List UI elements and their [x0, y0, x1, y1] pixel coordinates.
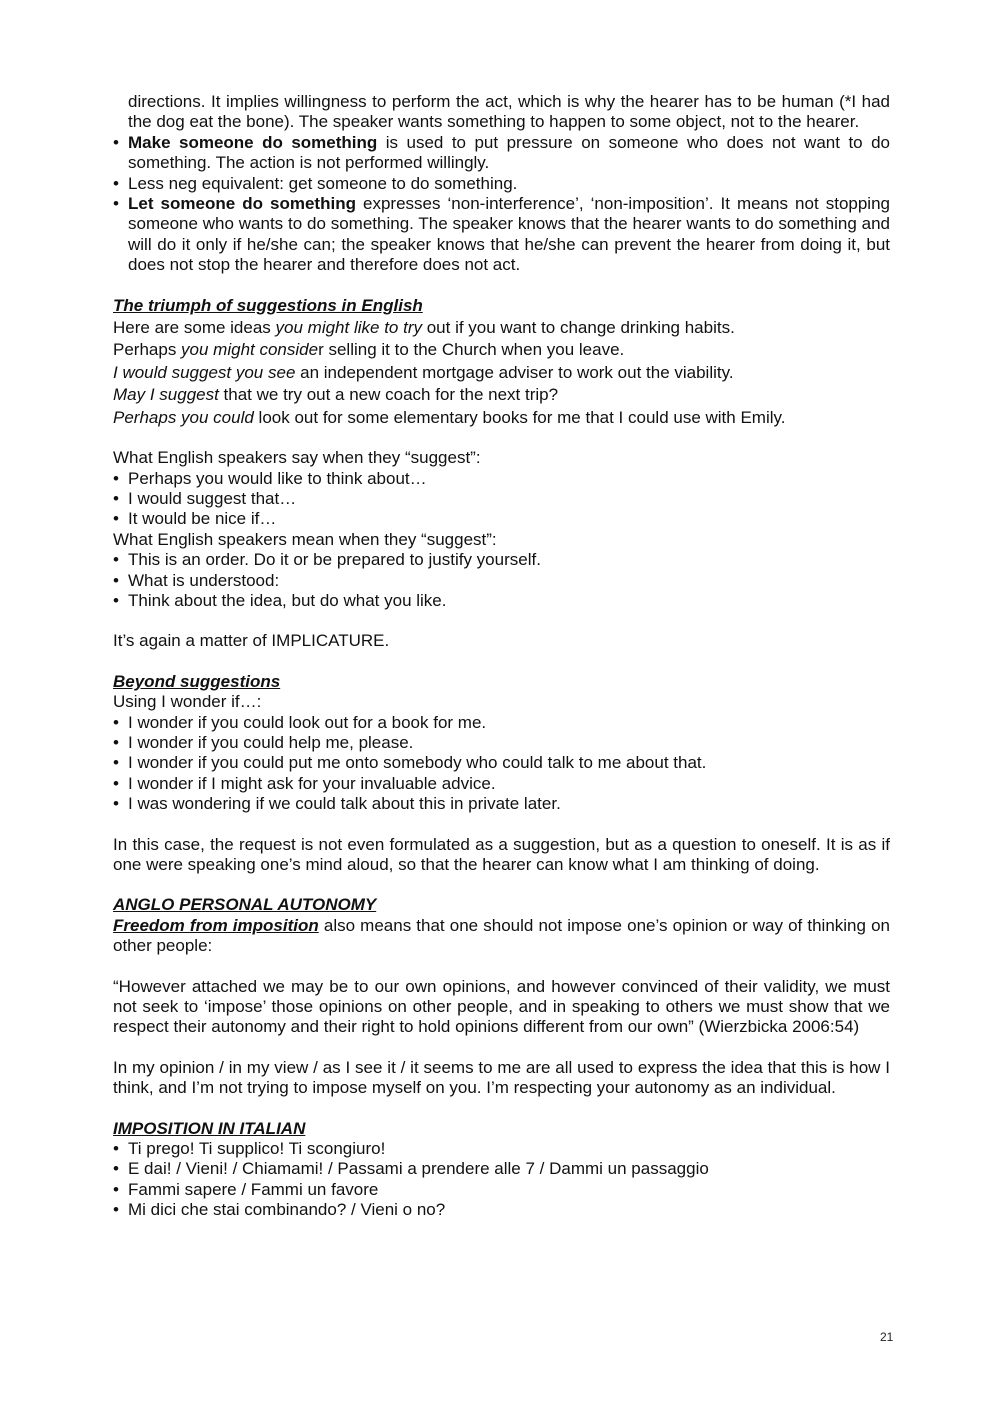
term-make-desc: is used to put pressure on someone who does not want to do something. The action is not performed willingly. — [128, 132, 890, 173]
mean-list — [113, 550, 890, 611]
example-1: Here are some ideas you might like to try out if you want to change drinking habits. — [113, 318, 735, 338]
opinion-paragraph: In my opinion / in my view / as I see it / it seems to me are all used to express the idea that this is how I think, and I’m not trying to impose myself on you. I’m respecting your autonomy as an individual. — [113, 1057, 890, 1098]
list-item: • What is understood: — [113, 571, 890, 591]
term-make: Make someone do something — [128, 132, 378, 152]
list-item: • Think about the idea, but do what you like. — [113, 591, 890, 611]
list-item-let — [113, 194, 890, 276]
heading-autonomy: ANGLO PERSONAL AUTONOMY — [113, 895, 377, 915]
mean-intro: What English speakers mean when they “suggest”: — [113, 529, 497, 549]
list-item: • Perhaps you would like to think about… — [113, 469, 890, 489]
example-2: Perhaps you might consider selling it to the Church when you leave. — [113, 340, 625, 360]
heading-beyond: Beyond suggestions — [113, 671, 281, 691]
list-item-get: • Less neg equivalent: get someone to do something. — [113, 174, 890, 194]
page-number: 21 — [880, 1330, 894, 1344]
list-item: • This is an order. Do it or be prepared to justify yourself. — [113, 550, 890, 570]
wonder-paragraph: In this case, the request is not even formulated as a suggestion, but as a question to oneself. It is as if one were speaking one’s mind aloud, so that the hearer can know what I am thinking of doing. — [113, 834, 890, 874]
say-list — [113, 469, 890, 530]
say-intro: What English speakers say when they “suggest”: — [113, 448, 481, 468]
page-body — [113, 92, 890, 1221]
wonder-intro: Using I wonder if…: — [113, 692, 262, 712]
list-item: • I wonder if you could help me, please. — [113, 733, 890, 753]
list-item: • I would suggest that… — [113, 489, 890, 509]
list-item: • I wonder if I might ask for your invaluable advice. — [113, 774, 890, 794]
list-item: • It would be nice if… — [113, 509, 890, 529]
list-item: • I wonder if you could put me onto somebody who could talk to me about that. — [113, 753, 890, 773]
example-3: I would suggest you see an independent mortgage adviser to work out the viability. — [113, 362, 734, 382]
list-item-continued: directions. It implies willingness to perform the act, which is why the hearer has to be human (*I had the dog eat the bone). The speaker wants something to happen to some object, not to the hearer. — [128, 92, 890, 132]
autonomy-lead: Freedom from imposition also means that one should not impose one’s opinion or way of thinking on other people: — [113, 915, 890, 956]
italian-list — [113, 1139, 890, 1221]
list-item: • Ti prego! Ti supplico! Ti scongiuro! — [113, 1139, 890, 1159]
intro-list — [113, 92, 890, 276]
implicature-note: It’s again a matter of IMPLICATURE. — [113, 631, 390, 651]
list-item: • Fammi sapere / Fammi un favore — [113, 1180, 890, 1200]
term-let: Let someone do something — [128, 194, 356, 214]
list-item: • E dai! / Vieni! / Chiamami! / Passami a prendere alle 7 / Dammi un passaggio — [113, 1159, 890, 1179]
freedom-term: Freedom from imposition — [113, 915, 319, 935]
term-let-desc: expresses ‘non-interference’, ‘non-imposition’. It means not stopping someone who wants to do something. The speaker knows that the hearer wants to do something and will do it only if he/she can; the speaker knows that he/she can prevent the hearer from doing it, but does not stop the hearer and therefore does not act. — [128, 194, 890, 275]
list-item: • Mi dici che stai combinando? / Vieni o no? — [113, 1200, 890, 1220]
wierzbicka-quote: “However attached we may be to our own opinions, and however convinced of their validity, we must not seek to ‘impose’ those opinions on other people, and in speaking to others we must show that we respect their autonomy and their right to hold opinions different from our own” (Wierzbicka 2006:54) — [113, 976, 890, 1037]
example-4: May I suggest that we try out a new coach for the next trip? — [113, 385, 559, 405]
heading-suggestions: The triumph of suggestions in English — [113, 295, 423, 315]
list-item: • I was wondering if we could talk about this in private later. — [113, 794, 890, 814]
list-item-make — [113, 133, 890, 174]
heading-italian: IMPOSITION IN ITALIAN — [113, 1118, 306, 1138]
list-item: • I wonder if you could look out for a book for me. — [113, 713, 890, 733]
wonder-list — [113, 713, 890, 815]
example-5: Perhaps you could look out for some elementary books for me that I could use with Emily. — [113, 407, 786, 427]
